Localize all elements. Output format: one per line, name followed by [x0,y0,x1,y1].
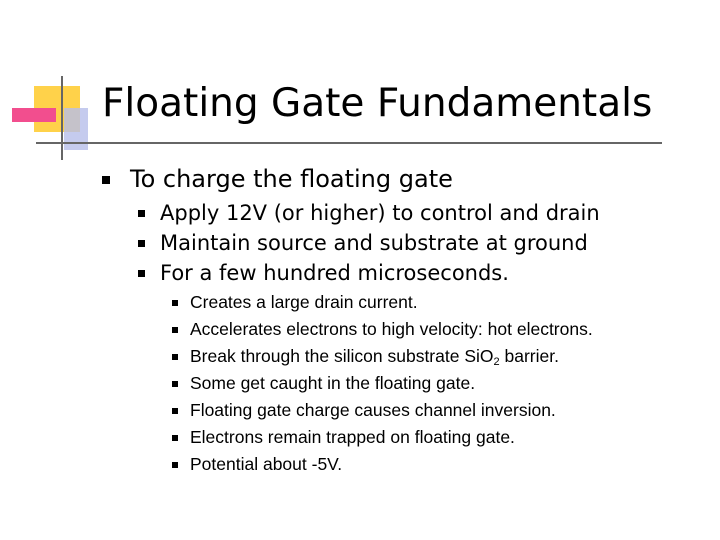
formula-oxygen: O [479,346,494,366]
formula-subscript: 2 [493,356,500,368]
bullet-text: For a few hundred microseconds. [160,261,509,285]
square-bullet-icon [172,300,178,306]
square-bullet-icon [172,354,178,360]
text-after-formula: barrier. [499,346,559,366]
text-before-formula: Break through the silicon substrate Si [190,346,480,366]
bullet-text: Electrons remain trapped on floating gate. [190,427,515,447]
bullet-text: Apply 12V (or higher) to control and drain [160,201,600,225]
bullet-text: Creates a large drain current. [190,292,418,312]
bullet-text: To charge the floating gate [130,165,453,193]
square-bullet-icon [172,327,178,333]
decor-pink-bar [12,108,56,122]
bullet-text: Floating gate charge causes channel inversion. [190,400,556,420]
bullet-text [190,345,559,367]
square-bullet-icon [172,381,178,387]
square-bullet-icon [138,240,145,247]
bullet-text: Potential about -5V. [190,454,343,474]
square-bullet-icon [172,435,178,441]
slide-title: Floating Gate Fundamentals [102,81,653,126]
square-bullet-icon [138,210,145,217]
square-bullet-icon [102,176,110,184]
bullet-text: Maintain source and substrate at ground [160,231,588,255]
square-bullet-icon [138,270,145,277]
bullet-text: Accelerates electrons to high velocity: hot electrons. [190,319,593,339]
square-bullet-icon [172,462,178,468]
square-bullet-icon [172,408,178,414]
bullet-text: Some get caught in the floating gate. [190,373,476,393]
